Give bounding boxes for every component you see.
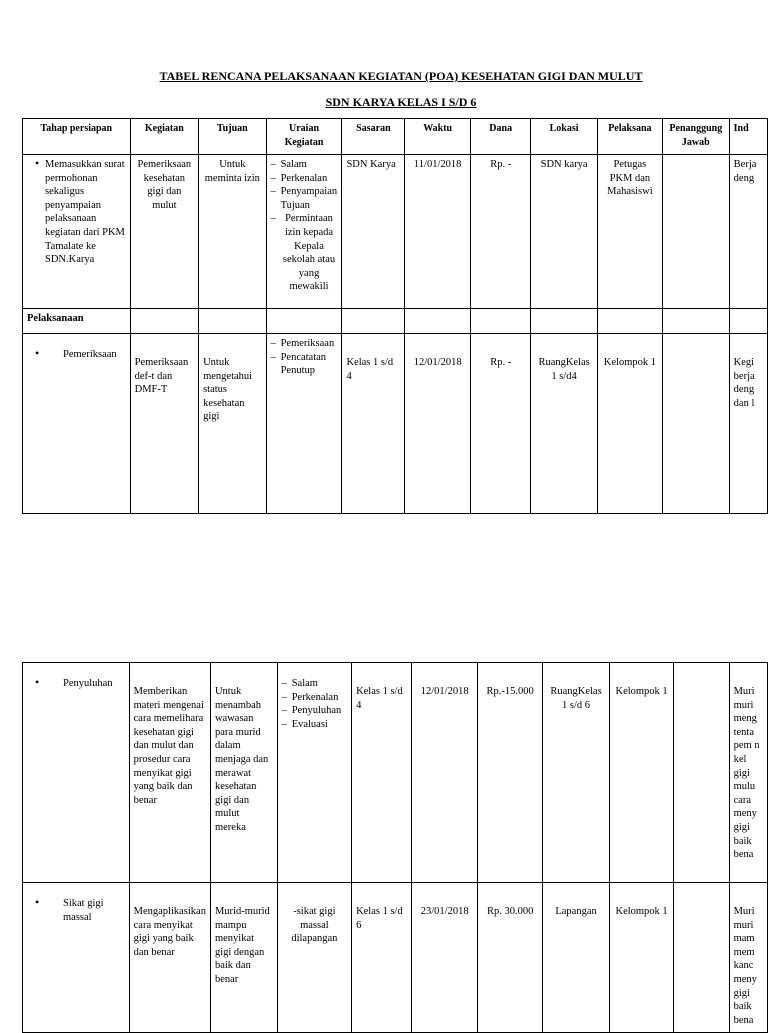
tujuan-cell: Untuk meminta izin (199, 155, 266, 309)
header-cell: Tujuan (199, 119, 266, 155)
tahap-text: • Penyuluhan (27, 677, 125, 691)
tahap-cell (23, 334, 131, 514)
empty-cell (597, 309, 662, 334)
table-row (23, 663, 768, 883)
pj-cell (662, 155, 729, 309)
lokasi-cell: Lapangan (543, 883, 609, 1033)
header-cell: Sasaran (342, 119, 405, 155)
kegiatan-cell: Pemeriksaan def-t dan DMF-T (130, 334, 198, 514)
pj-cell (674, 663, 729, 883)
kegiatan-cell: Memberikan materi mengenai cara memelihara kesehatan gigi dan mulut dan prosedur cara menyikat gigi yang baik dan benar (129, 663, 210, 883)
table-row (23, 155, 768, 309)
kegiatan-cell: Mengaplikasikan cara menyikat gigi yang baik dan benar (129, 883, 210, 1033)
poa-table-top (22, 118, 768, 514)
section-label: Pelaksanaan (23, 309, 131, 334)
lokasi-cell: RuangKelas 1 s/d4 (531, 334, 597, 514)
empty-cell (405, 309, 471, 334)
tahap-cell (23, 155, 131, 309)
uraian-item: – Perkenalan (292, 691, 347, 705)
dana-cell: Rp. 30.000 (477, 883, 542, 1033)
header-cell: Dana (470, 119, 530, 155)
sasaran-cell: Kelas 1 s/d 4 (342, 334, 405, 514)
empty-cell (470, 309, 530, 334)
pelaksana-cell: Petugas PKM dan Mahasiswi (597, 155, 662, 309)
ind-cell: Muri muri mam mem kanc meny gigi baik bena (729, 883, 767, 1033)
pelaksana-cell: Kelompok 1 (597, 334, 662, 514)
pj-cell (662, 334, 729, 514)
uraian-item: – Pemeriksaan (281, 337, 338, 351)
empty-cell (531, 309, 597, 334)
table-row (23, 334, 768, 514)
header-cell: Uraian Kegiatan (266, 119, 342, 155)
empty-cell (130, 309, 198, 334)
sasaran-cell: Kelas 1 s/d 4 (352, 663, 412, 883)
tujuan-cell: Untuk mengetahui status kesehatan gigi (199, 334, 266, 514)
poa-table-bottom (22, 662, 768, 1033)
sasaran-cell: Kelas 1 s/d 6 (352, 883, 412, 1033)
uraian-cell (266, 155, 342, 309)
header-cell: Pelaksana (597, 119, 662, 155)
uraian-item: – Penyampaian Tujuan (281, 185, 338, 212)
uraian-list (271, 158, 338, 294)
empty-cell (729, 309, 767, 334)
sasaran-cell: SDN Karya (342, 155, 405, 309)
dana-cell: Rp. - (470, 334, 530, 514)
empty-cell (199, 309, 266, 334)
uraian-item: – Perkenalan (281, 172, 338, 186)
tahap-text: • Memasukkan surat permohonan sekaligus penyampaian pelaksanaan kegiatan dari PKM Tamalate ke SDN.Karya (27, 158, 126, 267)
ind-cell: Kegi berja deng dan l (729, 334, 767, 514)
section-row (23, 309, 768, 334)
waktu-cell: 23/01/2018 (412, 883, 478, 1033)
empty-cell (342, 309, 405, 334)
dana-cell: Rp.-15.000 (477, 663, 542, 883)
lokasi-cell: SDN karya (531, 155, 597, 309)
uraian-cell (277, 663, 351, 883)
table-header-row (23, 119, 768, 155)
uraian-list (282, 677, 347, 731)
tahap-text: • Pemeriksaan (27, 348, 126, 362)
header-cell: Tahap persiapan (23, 119, 131, 155)
empty-cell (266, 309, 342, 334)
pelaksana-cell: Kelompok 1 (609, 663, 674, 883)
document-subtitle: SDN KARYA KELAS I S/D 6 (325, 95, 477, 109)
tujuan-cell: Murid-murid mampu menyikat gigi dengan baik dan benar (210, 883, 277, 1033)
empty-cell (662, 309, 729, 334)
ind-cell: Berja deng (729, 155, 767, 309)
waktu-cell: 12/01/2018 (412, 663, 478, 883)
document-title: TABEL RENCANA PELAKSANAAN KEGIATAN (POA) KESEHATAN GIGI DAN MULUT (159, 69, 643, 83)
tujuan-cell: Untuk menambah wawasan para murid dalam menjaga dan merawat kesehatan gigi dan mulut mereka (210, 663, 277, 883)
tahap-cell (23, 883, 130, 1033)
ind-cell: Muri muri meng tenta pem n kel gigi mulu cara meny gigi baik bena (729, 663, 767, 883)
table-row (23, 883, 768, 1033)
pelaksana-cell: Kelompok 1 (609, 883, 674, 1033)
uraian-item: – Permintaan izin kepada Kepala sekolah atau yang mewakili (281, 212, 338, 294)
header-cell: Kegiatan (130, 119, 198, 155)
uraian-item: – Salam (292, 677, 347, 691)
uraian-item: – Penyuluhan (292, 704, 347, 718)
tahap-text: • Sikat gigi massal (27, 897, 125, 924)
lokasi-cell: RuangKelas 1 s/d 6 (543, 663, 609, 883)
header-cell: Waktu (405, 119, 471, 155)
uraian-list (271, 337, 338, 378)
header-cell: Lokasi (531, 119, 597, 155)
header-cell: Ind (729, 119, 767, 155)
uraian-item: – Salam (281, 158, 338, 172)
waktu-cell: 12/01/2018 (405, 334, 471, 514)
kegiatan-cell: Pemeriksaan kesehatan gigi dan mulut (130, 155, 198, 309)
pj-cell (674, 883, 729, 1033)
waktu-cell: 11/01/2018 (405, 155, 471, 309)
tahap-cell (23, 663, 130, 883)
uraian-cell (266, 334, 342, 514)
uraian-cell: -sikat gigi massal dilapangan (277, 883, 351, 1033)
uraian-item: – Pencatatan Penutup (281, 351, 338, 378)
header-cell: Penanggung Jawab (662, 119, 729, 155)
uraian-item: – Evaluasi (292, 718, 347, 732)
dana-cell: Rp. - (470, 155, 530, 309)
